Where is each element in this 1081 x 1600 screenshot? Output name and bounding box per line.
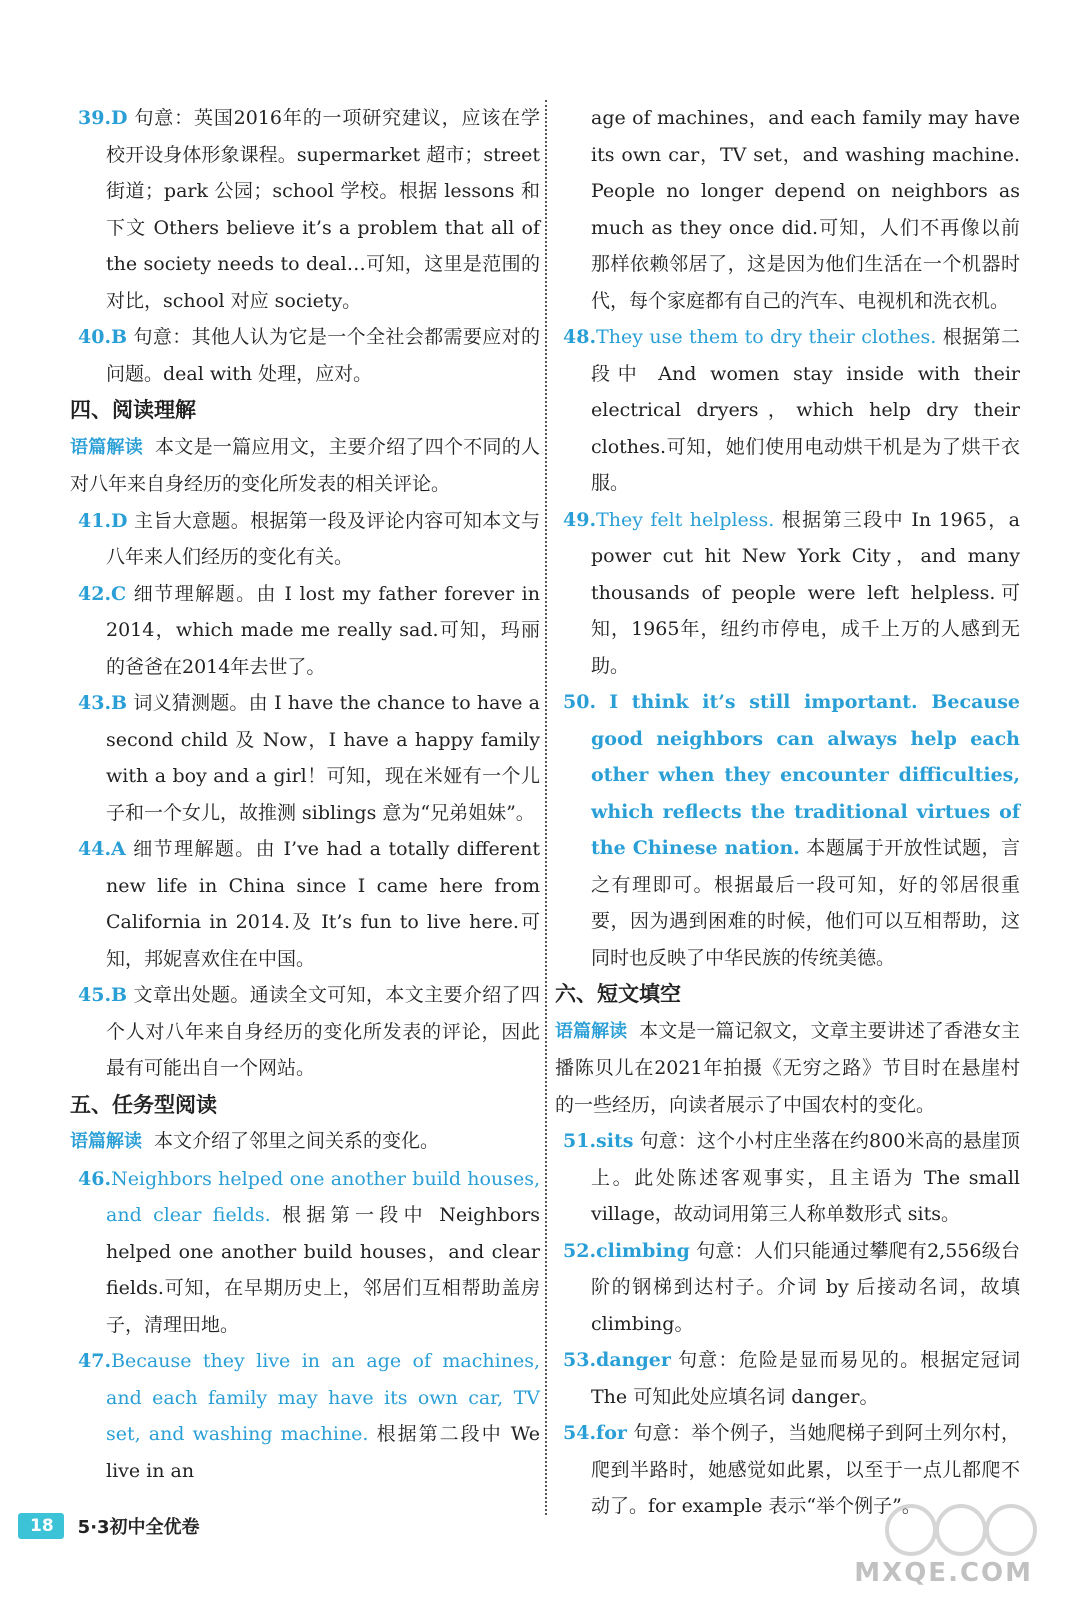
answer-explanation: 词义猜测题。由 I have the chance to have a second child 及 Now，I have a happy family with a boy and a girl！可知，现在米娅有一个儿子和一个女儿，故推测 siblings 意为“兄弟姐妹”。 bbox=[106, 692, 540, 824]
answer-number: 43.B bbox=[78, 692, 128, 714]
answer-50 bbox=[555, 684, 1020, 976]
answer-number: 45.B bbox=[78, 984, 128, 1006]
book-title: 5·3初中全优卷 bbox=[77, 1517, 200, 1538]
answer-text: They use them to dry their clothes. bbox=[596, 326, 937, 348]
page-footer bbox=[18, 1510, 200, 1542]
section-intro bbox=[70, 1123, 540, 1161]
answer-number: 52.climbing bbox=[563, 1239, 690, 1262]
answer-45 bbox=[70, 977, 540, 1087]
answer-explanation: 细节理解题。由 I lost my father forever in 2014，which made me really sad.可知，玛丽的爸爸在2014年去世了。 bbox=[106, 582, 540, 678]
answer-47-continued: age of machines，and each family may have its own car，TV set，and washing machine. People no longer depend on neighbors as much as they once did.可知，人们不再像以前那样依赖邻居了，这是因为他们生活在一个机器时代，每个家庭都有自己的汽车、电视机和洗衣机。 bbox=[591, 107, 1020, 312]
answer-text: Because they live in an age of machines, and each family may have its own car, TV set, and washing machine. bbox=[106, 1350, 540, 1445]
answer-44 bbox=[70, 831, 540, 977]
answer-number: 41.D bbox=[78, 509, 128, 532]
answer-number: 40.B bbox=[78, 326, 128, 348]
right-column bbox=[555, 100, 1020, 1525]
section-intro bbox=[555, 1013, 1020, 1124]
section-title-task-reading: 五、任务型阅读 bbox=[70, 1092, 217, 1117]
answer-explanation: 细节理解题。由 I’ve had a totally different new life in China since I came here from California in 2014.及 It’s fun to live here.可知，邦妮喜欢住在中国。 bbox=[106, 838, 540, 970]
answer-explanation: 根据第一段中 Neighbors helped one another build houses，and clear fields.可知，在早期历史上，邻居们互相帮助盖房子，清理田地。 bbox=[106, 1204, 540, 1336]
answer-43 bbox=[70, 685, 540, 831]
answer-number: 47. bbox=[78, 1350, 112, 1372]
discourse-tag: 语篇解读 bbox=[70, 1131, 142, 1152]
answer-explanation: 句意：人们只能通过攀爬有2,556级台阶的钢梯到达村子。介词 by 后接动名词，故填 climbing。 bbox=[591, 1239, 1020, 1335]
answer-explanation: 根据第三段中 In 1965，a power cut hit New York City，and many thousands of people were left helpless.可知，1965年，纽约市停电，成千上万的人感到无助。 bbox=[591, 508, 1020, 677]
answer-52 bbox=[555, 1233, 1020, 1343]
intro-text: 本文是一篇记叙文，文章主要讲述了香港女主播陈贝儿在2021年拍摄《无穷之路》节目时在悬崖村的一些经历，向读者展示了中国农村的变化。 bbox=[555, 1019, 1020, 1116]
answer-text: Neighbors helped one another build houses, and clear fields. bbox=[106, 1167, 540, 1226]
section-intro bbox=[70, 429, 540, 503]
intro-text: 本文介绍了邻里之间关系的变化。 bbox=[154, 1130, 440, 1152]
section-title-reading: 四、阅读理解 bbox=[70, 398, 196, 422]
answer-number: 44.A bbox=[78, 838, 126, 860]
answer-number: 48. bbox=[563, 326, 597, 348]
answer-explanation: 根据第二段中 We live in an bbox=[106, 1423, 541, 1482]
answer-number: 54.for bbox=[563, 1422, 627, 1444]
answer-explanation: 本题属于开放性试题，言之有理即可。根据最后一段可知，好的邻居很重要，因为遇到困难的时候，他们可以互相帮助，这同时也反映了中华民族的传统美德。 bbox=[591, 837, 1020, 969]
answer-53 bbox=[555, 1342, 1020, 1415]
answer-explanation: 句意：这个小村庄坐落在约800米高的悬崖顶上。此处陈述客观事实，且主语为 The small village，故动词用第三人称单数形式 sits。 bbox=[591, 1130, 1020, 1225]
answer-49 bbox=[555, 502, 1020, 685]
answer-47 bbox=[70, 1343, 540, 1489]
left-column bbox=[70, 100, 540, 1489]
discourse-tag: 语篇解读 bbox=[555, 1020, 628, 1042]
answer-explanation: 文章出处题。通读全文可知，本文主要介绍了四个人对八年来自身经历的变化所发表的评论，因此最有可能出自一个网站。 bbox=[106, 984, 540, 1079]
answer-number: 51.sits bbox=[563, 1130, 634, 1152]
answer-number: 50. bbox=[563, 691, 597, 713]
answer-explanation: 句意：其他人认为它是一个全社会都需要应对的问题。deal with 处理，应对。 bbox=[106, 326, 540, 385]
answer-text: They felt helpless. bbox=[596, 508, 775, 531]
answer-number: 46. bbox=[78, 1167, 112, 1190]
answer-42 bbox=[70, 576, 540, 686]
answer-text: I think it’s still important. Because good neighbors can always help each other when they encounter difficulties, which reflects the traditional virtues of the Chinese nation. bbox=[591, 691, 1020, 859]
answer-46 bbox=[70, 1161, 540, 1344]
answer-39 bbox=[70, 100, 540, 319]
column-divider bbox=[545, 100, 547, 1515]
answer-40 bbox=[70, 319, 540, 392]
answer-48 bbox=[555, 319, 1020, 502]
answer-explanation: 句意：举个例子，当她爬梯子到阿土列尔村，爬到半路时，她感觉如此累，以至于一点儿都爬不动了。for example 表示“举个例子”。 bbox=[591, 1422, 1020, 1517]
answer-explanation: 句意：危险是显而易见的。根据定冠词 The 可知此处应填名词 danger。 bbox=[591, 1349, 1020, 1408]
answer-explanation: 根据第二段中 And women stay inside with their electrical dryers，which help dry their clothes.可知，她们使用电动烘干机是为了烘干衣服。 bbox=[591, 326, 1020, 494]
intro-text: 本文是一篇应用文，主要介绍了四个不同的人对八年来自身经历的变化所发表的相关评论。 bbox=[70, 435, 540, 495]
answer-number: 53.danger bbox=[563, 1349, 671, 1371]
section-title-cloze: 六、短文填空 bbox=[555, 982, 681, 1006]
answer-51 bbox=[555, 1123, 1020, 1233]
answer-explanation: 主旨大意题。根据第一段及评论内容可知本文与八年来人们经历的变化有关。 bbox=[106, 509, 540, 568]
discourse-tag: 语篇解读 bbox=[70, 436, 144, 458]
answer-41 bbox=[70, 503, 540, 576]
answer-number: 49. bbox=[563, 508, 597, 531]
watermark-text: MXQE.COM bbox=[854, 1558, 1033, 1588]
answer-number: 42.C bbox=[78, 582, 127, 605]
page-number: 18 bbox=[18, 1513, 64, 1539]
answer-explanation: 句意：英国2016年的一项研究建议，应该在学校开设身体形象课程。supermarket 超市；street 街道；park 公园；school 学校。根据 lessons 和下文 Others believe it’s a problem that all of the society needs to deal…可知，这里是范围的对比，school 对应 society。 bbox=[106, 107, 540, 312]
answer-number: 39.D bbox=[78, 107, 128, 129]
